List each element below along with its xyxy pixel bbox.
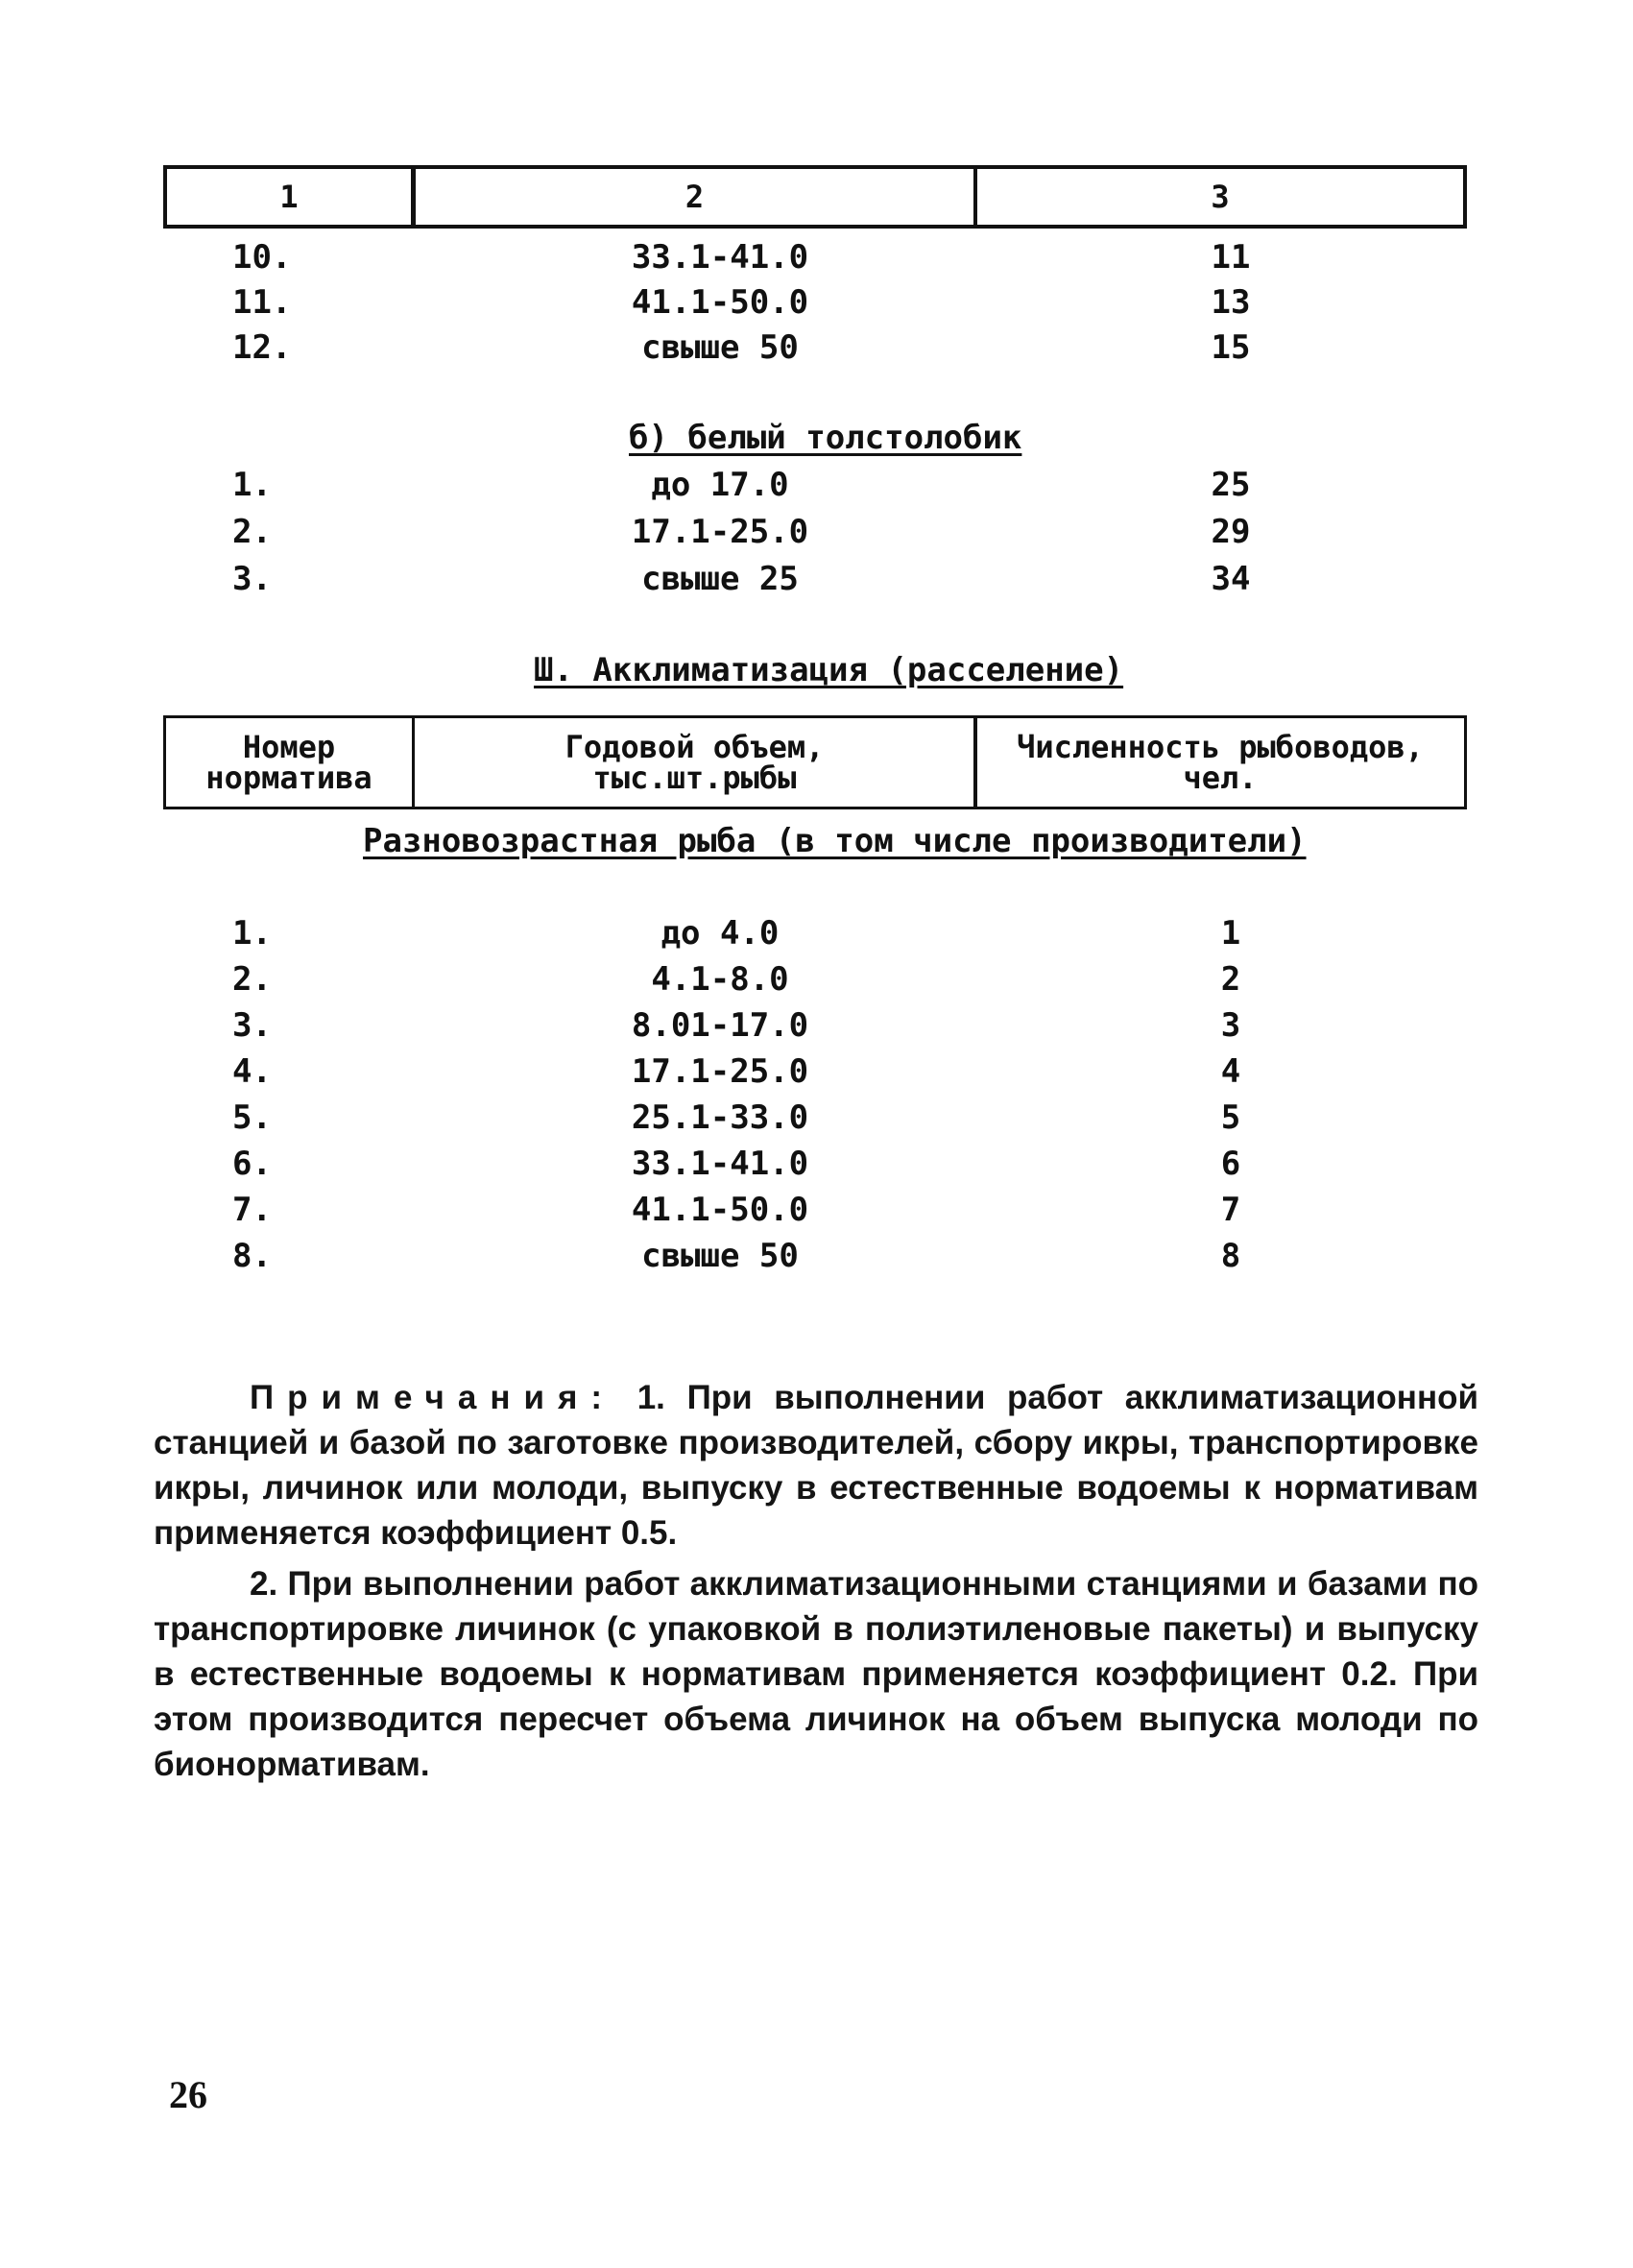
notes-label: Примечания: [250, 1379, 616, 1416]
section-iii-title: Ш. Акклиматизация (расселение) [534, 651, 1124, 689]
row-number: 3. [232, 560, 272, 598]
row-number: 10. [232, 238, 292, 277]
row-number: 1. [232, 914, 272, 953]
table-row [0, 914, 1633, 956]
row-count: 11 [1211, 238, 1251, 277]
row-number: 12. [232, 328, 292, 367]
row-range: 4.1-8.0 [651, 960, 789, 999]
section-iii-subtitle: Разновозрастная рыба (в том числе производители) [363, 822, 1307, 860]
table-row [0, 960, 1633, 1002]
row-count: 8 [1220, 1237, 1241, 1275]
note-2-text: 2. При выполнении работ акклиматизационными станциями и базами по транспортировке личинок (с упаковкой в полиэтиленовые пакеты) и выпуску в естественные водоемы к нормативам применяется коэффициент 0.2. При этом производится пересчет объема личинок на объем выпуска молоди по бионормативам. [154, 1565, 1478, 1783]
table-row [0, 466, 1633, 508]
row-number: 4. [232, 1052, 272, 1091]
row-number: 2. [232, 960, 272, 999]
note-1-paragraph [154, 1375, 1478, 1556]
row-range: 41.1-50.0 [631, 1191, 809, 1229]
row-range: до 17.0 [651, 466, 789, 504]
header-col2-line2: тыс.шт.рыбы [592, 760, 797, 796]
table-row [0, 238, 1633, 280]
row-count: 13 [1211, 283, 1251, 322]
row-range: 41.1-50.0 [631, 283, 809, 322]
row-count: 29 [1211, 513, 1251, 551]
row-count: 1 [1220, 914, 1241, 953]
notes-block [154, 1375, 1478, 1787]
row-number: 3. [232, 1006, 272, 1045]
row-count: 5 [1220, 1098, 1241, 1137]
row-number: 2. [232, 513, 272, 551]
row-range: свыше 50 [641, 328, 799, 367]
table-row [0, 1191, 1633, 1233]
top-table-header-col1 [163, 165, 415, 229]
row-range: 8.01-17.0 [631, 1006, 809, 1045]
row-number: 1. [232, 466, 272, 504]
row-range: до 4.0 [660, 914, 780, 953]
section-iii-header-col1 [163, 715, 415, 809]
top-table-header-col2-label: 2 [684, 179, 705, 215]
table-row [0, 1006, 1633, 1049]
header-col2-line1: Годовой объем, [564, 729, 825, 765]
top-table-header-col1-label: 1 [279, 179, 299, 215]
table-row [0, 560, 1633, 602]
row-number: 6. [232, 1145, 272, 1183]
row-number: 11. [232, 283, 292, 322]
row-range: 25.1-33.0 [631, 1098, 809, 1137]
table-row [0, 328, 1633, 371]
row-number: 5. [232, 1098, 272, 1137]
row-range: 33.1-41.0 [631, 238, 809, 277]
note-2-paragraph [154, 1561, 1478, 1787]
header-col1-line2: норматива [205, 760, 372, 796]
row-count: 7 [1220, 1191, 1241, 1229]
row-count: 4 [1220, 1052, 1241, 1091]
header-col3-line1: Численность рыбоводов, [1017, 729, 1424, 765]
row-count: 6 [1220, 1145, 1241, 1183]
top-table-header-col2 [412, 165, 977, 229]
top-table-header-col3 [973, 165, 1467, 229]
row-range: 33.1-41.0 [631, 1145, 809, 1183]
row-range: 17.1-25.0 [631, 513, 809, 551]
row-range: свыше 50 [641, 1237, 799, 1275]
page-number: 26 [169, 2073, 207, 2116]
table-row [0, 1052, 1633, 1095]
row-number: 7. [232, 1191, 272, 1229]
row-count: 3 [1220, 1006, 1241, 1045]
row-range: свыше 25 [641, 560, 799, 598]
note-1-text: 1. При выполнении работ акклиматизационной станцией и базой по заготовке производителей, сбору икры, транспортировке икры, личинок или молоди, выпуску в естественные водоемы к нормативам применяется коэффициент 0.5. [154, 1379, 1478, 1552]
row-range: 17.1-25.0 [631, 1052, 809, 1091]
table-row [0, 513, 1633, 555]
row-count: 34 [1211, 560, 1251, 598]
row-count: 25 [1211, 466, 1251, 504]
row-number: 8. [232, 1237, 272, 1275]
header-col1-line1: Номер [242, 729, 336, 765]
section-iii-header-col3 [973, 715, 1467, 809]
table-row [0, 1237, 1633, 1279]
top-table-header-col3-label: 3 [1211, 179, 1230, 215]
table-row [0, 1145, 1633, 1187]
table-row [0, 283, 1633, 326]
row-count: 2 [1220, 960, 1241, 999]
section-b-title: б) белый толстолобик [629, 419, 1022, 457]
row-count: 15 [1211, 328, 1251, 367]
table-row [0, 1098, 1633, 1141]
header-col3-line2: чел. [1183, 760, 1258, 796]
section-iii-header-col2 [412, 715, 977, 809]
